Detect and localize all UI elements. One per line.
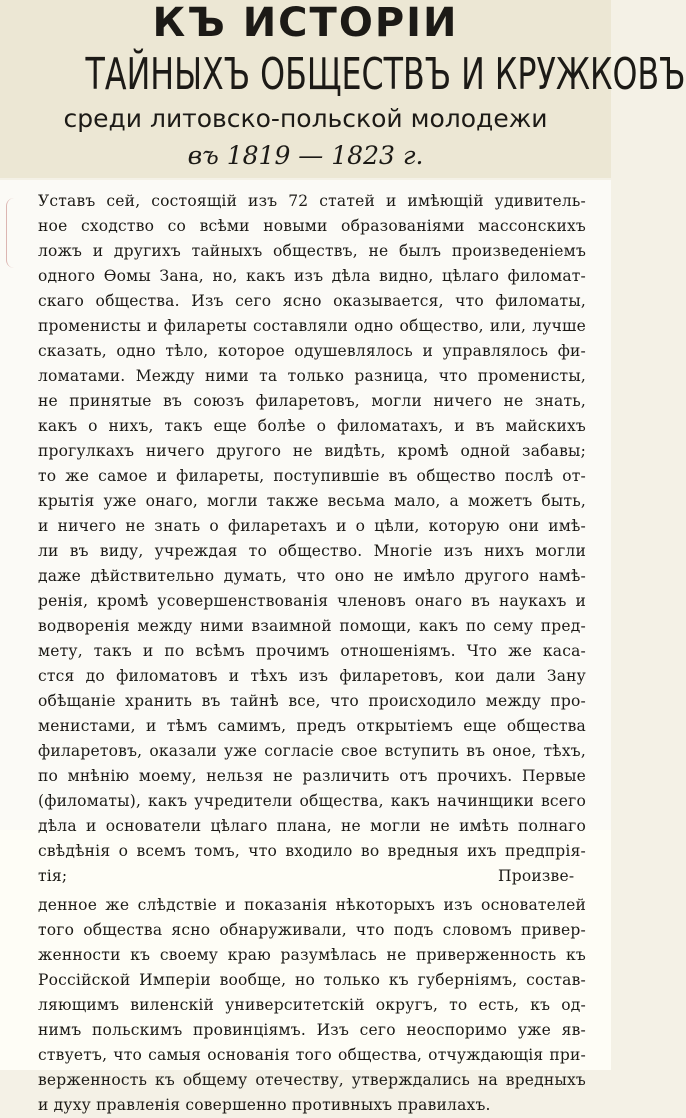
text-line: того общества ясно обнаруживали, что подъ словомъ привер- [38, 921, 586, 939]
text-line: какъ о нихъ, такъ еще болѣе о филоматахъ, и въ майскихъ [38, 417, 586, 435]
paragraph-start: Произве- [498, 867, 575, 885]
text-line: даже дѣйствительно думать, что оно не имѣло другого намѣ- [38, 567, 586, 585]
text-line: Россійской Имперіи вообще, но только къ губерніямъ, состав- [38, 971, 586, 989]
text-line: нимъ польскимъ провинціямъ. Изъ сего неоспоримо уже яв- [38, 1021, 586, 1039]
text-line: и ничего не знать о филаретахъ и о цѣли, которую они имѣ- [38, 517, 586, 535]
text-line: стся до филоматовъ и тѣхъ изъ филаретовъ, кои дали Зану [38, 667, 586, 685]
text-line: ляющимъ виленскій университетскій округъ, то есть, къ од- [38, 996, 586, 1014]
text-line: мету, такъ и по всѣмъ прочимъ отношеніямъ. Что же каса- [38, 642, 586, 660]
text-line: ствуетъ, что самыя основанія того общества, отчуждающія при- [38, 1046, 586, 1064]
title-line-1: КЪ ИСТОРІИ [152, 0, 459, 46]
title-line-2: ТАЙНЫХЪ ОБЩЕСТВЪ И КРУЖКОВЪ [85, 49, 686, 100]
text-line: по мнѣнію моему, нельзя не различить отъ прочихъ. Первые [38, 767, 586, 785]
text-line: водворенія между ними взаимной помощи, какъ по сему пред- [38, 617, 586, 635]
subtitle: среди литовско-польской молодежи [63, 104, 548, 133]
text-line: верженность къ общему отечеству, утверждались на вредныхъ [38, 1071, 586, 1089]
text-line: ное сходство со всѣми новыми образованіями массонскихъ [38, 217, 586, 235]
text-line: тія; [38, 867, 68, 885]
text-line: Уставъ сей, состоящій изъ 72 статей и имѣющій удивитель- [38, 192, 586, 210]
text-line: не принятые въ союзъ филаретовъ, могли ничего не знать, [38, 392, 586, 410]
text-line: то же самое и филареты, поступившіе въ общество послѣ от- [38, 467, 586, 485]
text-line: променисты и филареты составляли одно общество, или, лучше [38, 317, 586, 335]
text-line: и духу правленія совершенно противныхъ правилахъ. [38, 1096, 491, 1114]
text-line: (филоматы), какъ учредители общества, какъ начинщики всего [38, 792, 586, 810]
text-line: женности къ своему краю разумѣлась не приверженность къ [38, 946, 586, 964]
text-line: менистами, и тѣмъ самимъ, предъ открытіемъ еще общества [38, 717, 586, 735]
text-line: дѣла и основатели цѣлаго плана, не могли не имѣть полнаго [38, 817, 586, 835]
text-line: филаретовъ, оказали уже согласіе свое вступить въ оное, тѣхъ, [38, 742, 586, 760]
text-line: ломатами. Между ними та только разница, что променисты, [38, 367, 586, 385]
text-line: обѣщаніе хранить въ тайнѣ все, что происходило между про- [38, 692, 586, 710]
text-line: свѣдѣнія о всемъ томъ, что входило во вредныя ихъ предпрія- [38, 842, 586, 860]
text-line: ренія, кромѣ усовершенствованія членовъ онаго въ наукахъ и [38, 592, 586, 610]
title-block [0, 0, 686, 178]
text-line: прогулкахъ ничего другого не видѣть, кромѣ одной забавы; [38, 442, 586, 460]
text-line: крытія уже онаго, могли также весьма мало, а можетъ быть, [38, 492, 586, 510]
text-line: денное же слѣдствіе и показанія нѣкоторыхъ изъ основателей [38, 896, 586, 914]
margin-pencil-mark [6, 198, 21, 268]
date-range: въ 1819 — 1823 г. [187, 141, 424, 170]
text-line: ложъ и другихъ тайныхъ обществъ, не былъ произведеніемъ [38, 242, 586, 260]
text-line: одного Ѳомы Зана, но, какъ изъ дѣла видно, цѣлаго филомат- [38, 267, 586, 285]
text-line: ли въ виду, учреждая то общество. Многіе изъ нихъ могли [38, 542, 586, 560]
text-line: сказать, одно тѣло, которое одушевлялось и управлялось фи- [38, 342, 586, 360]
text-line: скаго общества. Изъ сего ясно оказывается, что филоматы, [38, 292, 586, 310]
